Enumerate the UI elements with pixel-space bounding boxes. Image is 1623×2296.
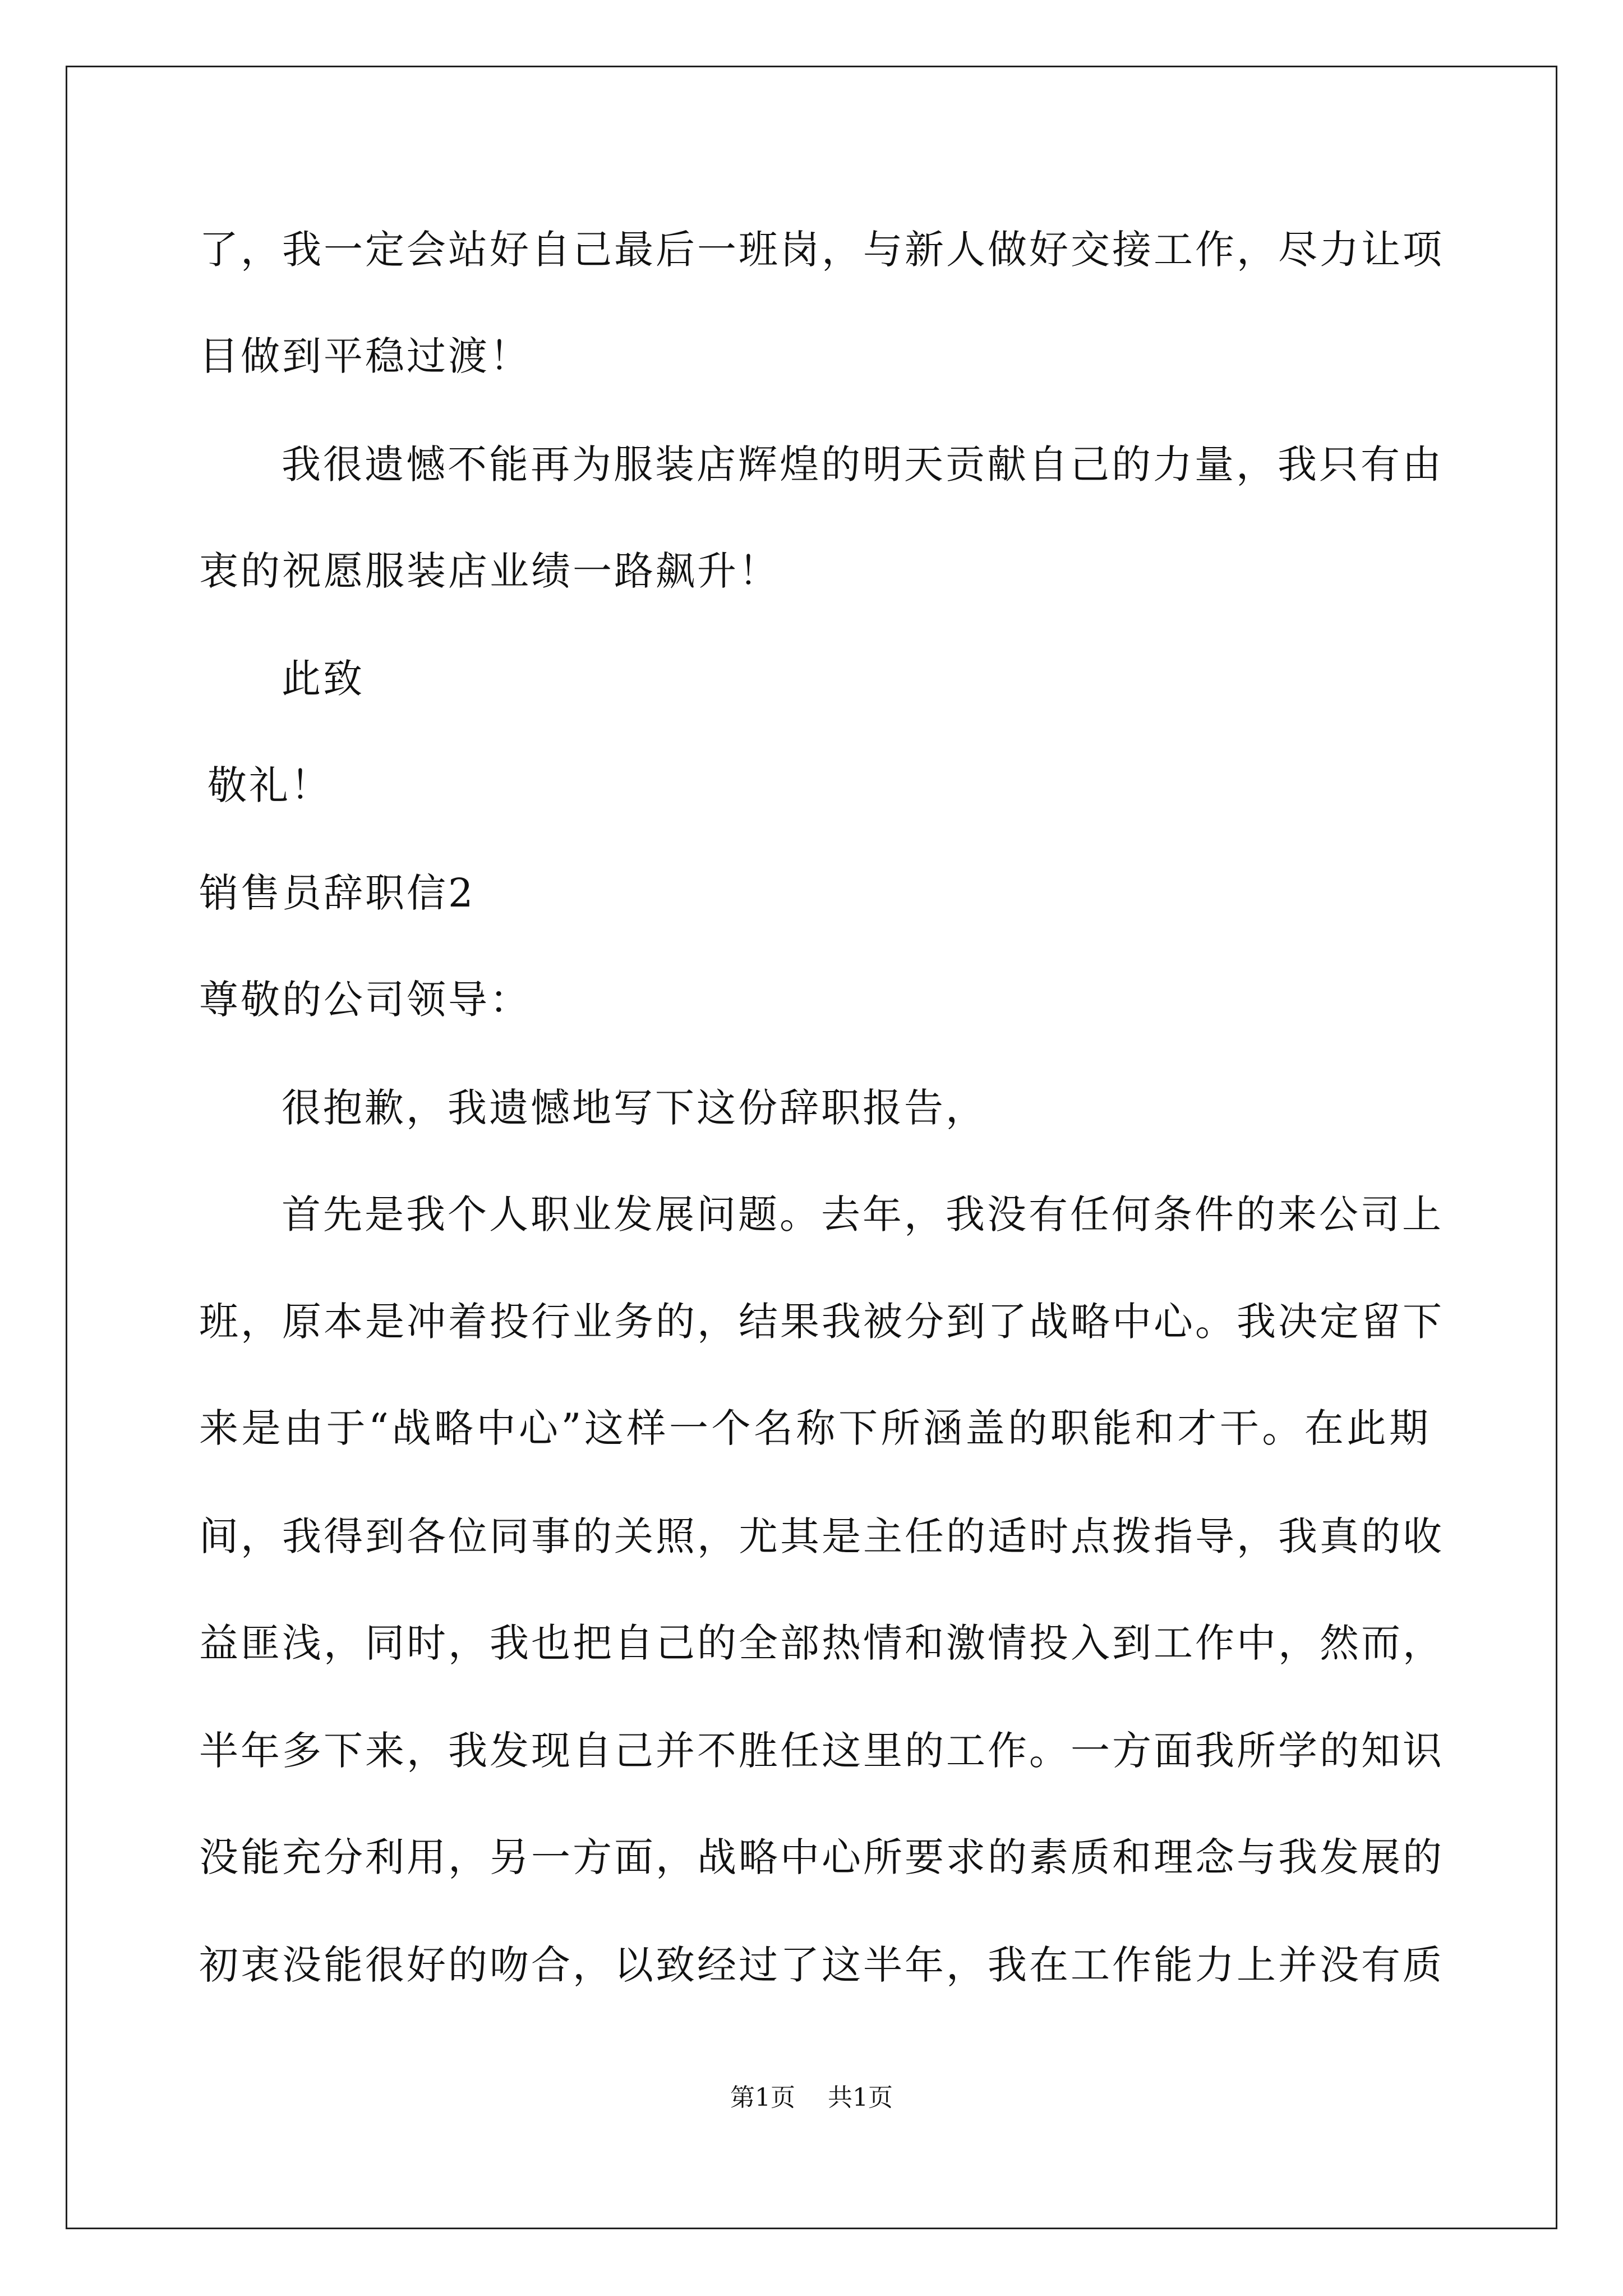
page-border — [66, 66, 1557, 2229]
page-footer — [0, 2081, 1623, 2115]
text-line: 了，我一定会站好自己最后一班岗，与新人做好交接工作，尽力让项 — [199, 227, 1444, 273]
text-line: 半年多下来，我发现自己并不胜任这里的工作。一方面我所学的知识 — [199, 1728, 1444, 1774]
text-line: 首先是我个人职业发展问题。去年，我没有任何条件的来公司上 — [282, 1191, 1444, 1237]
text-line: 益匪浅，同时，我也把自己的全部热情和激情投入到工作中，然而， — [199, 1620, 1444, 1666]
salutation-regards: 敬礼！ — [208, 762, 332, 808]
text-line: 我很遗憾不能再为服装店辉煌的明天贡献自己的力量，我只有由 — [282, 441, 1444, 487]
page-total: 共1页 — [828, 2083, 893, 2112]
text-line: 没能充分利用，另一方面，战略中心所要求的素质和理念与我发展的 — [199, 1834, 1444, 1880]
text-line: 目做到平稳过渡！ — [199, 333, 531, 379]
text-line: 来是由于“战略中心”这样一个名称下所涵盖的职能和才干。在此期 — [199, 1405, 1431, 1451]
text-line: 衷的祝愿服装店业绩一路飙升！ — [199, 548, 780, 594]
page-number: 第1页 — [730, 2083, 795, 2112]
text-line: 初衷没能很好的吻合，以致经过了这半年，我在工作能力上并没有质 — [199, 1942, 1444, 1988]
text-line: 间，我得到各位同事的关照，尤其是主任的适时点拨指导，我真的收 — [199, 1513, 1444, 1559]
text-line: 很抱歉，我遗憾地写下这份辞职报告， — [282, 1085, 987, 1131]
section-title: 销售员辞职信2 — [199, 870, 476, 916]
text-line: 班，原本是冲着投行业务的，结果我被分到了战略中心。我决定留下 — [199, 1299, 1444, 1345]
letter-greeting: 尊敬的公司领导： — [199, 977, 531, 1023]
salutation-closing: 此致 — [282, 656, 365, 702]
